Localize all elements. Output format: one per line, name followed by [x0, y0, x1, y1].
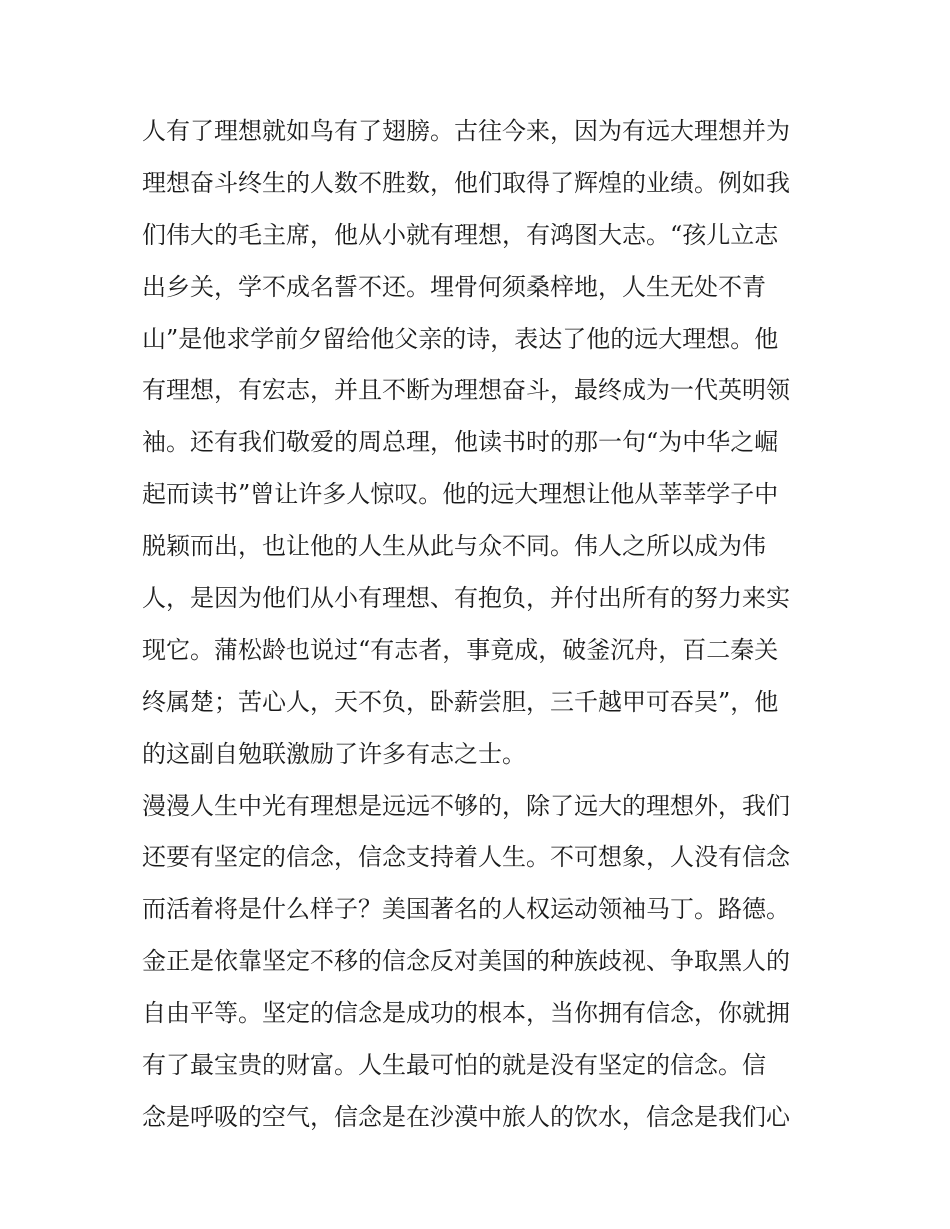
text-line: 有了最宝贵的财富。人生最可怕的就是没有坚定的信念。信: [142, 1051, 766, 1080]
text-line: 山”是他求学前夕留给他父亲的诗，表达了他的远大理想。他: [142, 324, 779, 353]
text-line: 脱颖而出，也让他的人生从此与众不同。伟人之所以成为伟: [142, 532, 766, 561]
text-line: 漫漫人生中光有理想是远远不够的，除了远大的理想外，我们: [142, 791, 790, 820]
text-line: 的这副自勉联激励了许多有志之士。: [142, 739, 526, 768]
text-line: 人有了理想就如鸟有了翅膀。古往今来，因为有远大理想并为: [142, 117, 790, 145]
text-line: 起而读书”曾让许多人惊叹。他的远大理想让他从莘莘学子中: [142, 480, 779, 509]
text-line: 们伟大的毛主席，他从小就有理想，有鸿图大志。“孩儿立志: [142, 220, 779, 249]
text-line: 念是呼吸的空气，信念是在沙漠中旅人的饮水，信念是我们心: [142, 1102, 790, 1131]
text-line: 有理想，有宏志，并且不断为理想奋斗，最终成为一代英明领: [142, 376, 790, 405]
text-line: 出乡关，学不成名誓不还。埋骨何须桑梓地，人生无处不青: [142, 272, 766, 301]
text-line: 还要有坚定的信念，信念支持着人生。不可想象，人没有信念: [142, 843, 790, 872]
text-line: 而活着将是什么样子？美国著名的人权运动领袖马丁。路德。: [142, 895, 790, 924]
text-line: 终属楚；苦心人，天不负，卧薪尝胆，三千越甲可吞吴”，他: [142, 687, 779, 716]
text-line: 金正是依靠坚定不移的信念反对美国的种族歧视、争取黑人的: [142, 947, 790, 976]
text-line: 袖。还有我们敬爱的周总理，他读书时的那一句“为中华之崛: [142, 428, 779, 457]
document-body-text: [142, 106, 822, 1144]
text-line: 理想奋斗终生的人数不胜数，他们取得了辉煌的业绩。例如我: [142, 168, 790, 197]
text-line: 人，是因为他们从小有理想、有抱负，并付出所有的努力来实: [142, 584, 790, 613]
text-line: 自由平等。坚定的信念是成功的根本，当你拥有信念，你就拥: [142, 999, 790, 1028]
text-line: 现它。蒲松龄也说过“有志者，事竟成，破釜沉舟，百二秦关: [142, 635, 779, 664]
